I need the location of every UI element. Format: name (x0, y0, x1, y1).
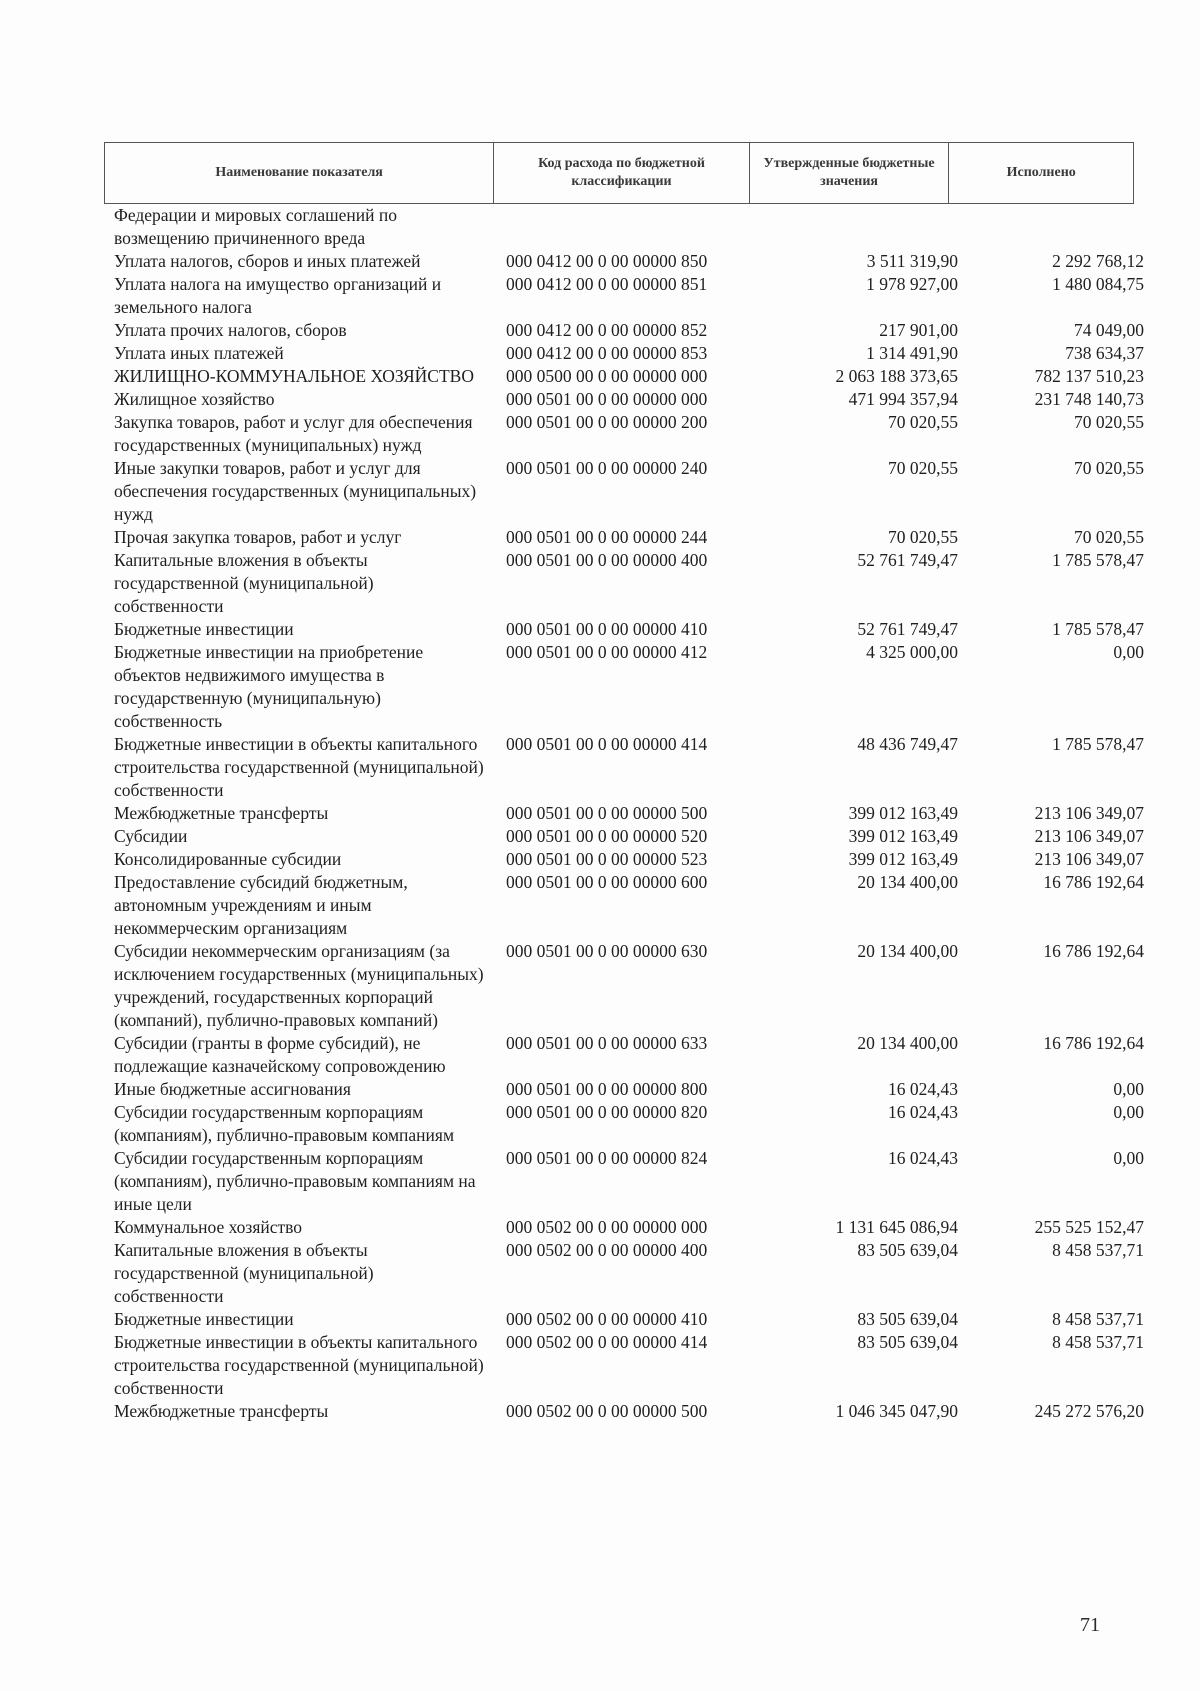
row-name: Закупка товаров, работ и услуг для обеспечения государственных (муниципальных) нужд (114, 412, 473, 455)
row-approved-value: 4 325 000,00 (866, 642, 958, 662)
row-executed-value: 16 786 192,64 (1043, 872, 1144, 892)
table-row (114, 250, 1144, 273)
table-row (114, 825, 1144, 848)
row-approved-value: 83 505 639,04 (857, 1240, 958, 1260)
row-name: Иные бюджетные ассигнования (114, 1079, 351, 1099)
table-row (114, 1216, 1144, 1239)
row-name: Межбюджетные трансферты (114, 803, 329, 823)
row-executed-value: 8 458 537,71 (1052, 1309, 1144, 1329)
table-body (114, 204, 1144, 1423)
row-code: 000 0501 00 0 00 00000 500 (506, 803, 708, 823)
header-approved-column: Утвержденные бюджетные значения (750, 143, 950, 203)
table-row (114, 204, 1144, 250)
row-code: 000 0501 00 0 00 00000 240 (506, 458, 708, 478)
row-executed-value: 213 106 349,07 (1034, 803, 1144, 823)
row-approved-value: 1 046 345 047,90 (835, 1401, 958, 1421)
row-name: Бюджетные инвестиции (114, 619, 294, 639)
row-code: 000 0502 00 0 00 00000 500 (506, 1401, 708, 1421)
row-name: Бюджетные инвестиции (114, 1309, 294, 1329)
table-row (114, 1032, 1144, 1078)
row-code: 000 0502 00 0 00 00000 400 (506, 1240, 708, 1260)
row-name: Субсидии (гранты в форме субсидий), не подлежащие казначейскому сопровождению (114, 1033, 446, 1076)
row-approved-value: 16 024,43 (888, 1102, 958, 1122)
row-name: Уплата налогов, сборов и иных платежей (114, 251, 421, 271)
row-name: Прочая закупка товаров, работ и услуг (114, 527, 402, 547)
row-approved-value: 399 012 163,49 (848, 826, 958, 846)
row-executed-value: 245 272 576,20 (1034, 1401, 1144, 1421)
table-row (114, 526, 1144, 549)
row-code: 000 0501 00 0 00 00000 244 (506, 527, 708, 547)
row-executed-value: 1 785 578,47 (1052, 619, 1144, 639)
row-name: ЖИЛИЩНО-КОММУНАЛЬНОЕ ХОЗЯЙСТВО (114, 366, 474, 386)
row-code: 000 0502 00 0 00 00000 414 (506, 1332, 708, 1352)
row-approved-value: 70 020,55 (888, 458, 958, 478)
row-code: 000 0502 00 0 00 00000 000 (506, 1217, 708, 1237)
table-row (114, 733, 1144, 802)
row-code: 000 0501 00 0 00 00000 410 (506, 619, 708, 639)
table-row (114, 388, 1144, 411)
header-executed-column: Исполнено (1006, 165, 1076, 180)
row-name: Субсидии государственным корпорациям (компаниям), публично-правовым компаниям (114, 1102, 455, 1145)
row-name: Бюджетные инвестиции в объекты капитального строительства государственной (муниципальной) собственности (114, 1332, 484, 1398)
table-row (114, 342, 1144, 365)
row-name: Уплата иных платежей (114, 343, 284, 363)
row-code: 000 0500 00 0 00 00000 000 (506, 366, 708, 386)
row-name: Уплата прочих налогов, сборов (114, 320, 347, 340)
row-approved-value: 20 134 400,00 (857, 872, 958, 892)
table-row (114, 1239, 1144, 1308)
table-row (114, 1078, 1144, 1101)
row-code: 000 0502 00 0 00 00000 410 (506, 1309, 708, 1329)
row-code: 000 0412 00 0 00 00000 852 (506, 320, 708, 340)
row-code: 000 0501 00 0 00 00000 800 (506, 1079, 708, 1099)
table-row (114, 1147, 1144, 1216)
row-code: 000 0501 00 0 00 00000 523 (506, 849, 708, 869)
row-executed-value: 70 020,55 (1074, 412, 1144, 432)
header-name-column: Наименование показателя (105, 143, 494, 203)
row-executed-value: 70 020,55 (1074, 527, 1144, 547)
table-header (104, 142, 1134, 204)
row-approved-value: 399 012 163,49 (848, 803, 958, 823)
row-approved-value: 70 020,55 (888, 412, 958, 432)
row-executed-value: 2 292 768,12 (1052, 251, 1144, 271)
row-approved-value: 471 994 357,94 (848, 389, 958, 409)
table-row (114, 1308, 1144, 1331)
row-approved-value: 217 901,00 (879, 320, 958, 340)
row-code: 000 0412 00 0 00 00000 853 (506, 343, 708, 363)
row-approved-value: 83 505 639,04 (857, 1332, 958, 1352)
row-executed-value: 8 458 537,71 (1052, 1240, 1144, 1260)
row-name: Федерации и мировых соглашений по возмещению причиненного вреда (114, 205, 397, 248)
row-approved-value: 52 761 749,47 (857, 619, 958, 639)
row-executed-value: 0,00 (1113, 1148, 1144, 1168)
table-row (114, 1331, 1144, 1400)
table-row (114, 1101, 1144, 1147)
row-code: 000 0501 00 0 00 00000 633 (506, 1033, 708, 1053)
row-approved-value: 399 012 163,49 (848, 849, 958, 869)
row-approved-value: 83 505 639,04 (857, 1309, 958, 1329)
row-code: 000 0412 00 0 00 00000 850 (506, 251, 708, 271)
row-name: Уплата налога на имущество организаций и земельного налога (114, 274, 442, 317)
header-code-column: Код расхода по бюджетной классификации (494, 143, 750, 203)
row-approved-value: 52 761 749,47 (857, 550, 958, 570)
row-approved-value: 16 024,43 (888, 1079, 958, 1099)
row-name: Субсидии (114, 826, 188, 846)
row-name: Жилищное хозяйство (114, 389, 275, 409)
row-executed-value: 16 786 192,64 (1043, 1033, 1144, 1053)
row-name: Субсидии государственным корпорациям (компаниям), публично-правовым компаниям на иные цели (114, 1148, 476, 1214)
table-row (114, 411, 1144, 457)
row-approved-value: 20 134 400,00 (857, 941, 958, 961)
row-code: 000 0501 00 0 00 00000 600 (506, 872, 708, 892)
row-code: 000 0501 00 0 00 00000 824 (506, 1148, 708, 1168)
row-approved-value: 1 131 645 086,94 (835, 1217, 958, 1237)
table-row (114, 848, 1144, 871)
row-approved-value: 3 511 319,90 (866, 251, 958, 271)
row-name: Иные закупки товаров, работ и услуг для обеспечения государственных (муниципальных) нужд (114, 458, 477, 524)
table-row (114, 319, 1144, 342)
table-row (114, 871, 1144, 940)
row-executed-value: 0,00 (1113, 1102, 1144, 1122)
page-number: 71 (1080, 1614, 1100, 1636)
row-approved-value: 20 134 400,00 (857, 1033, 958, 1053)
row-name: Субсидии некоммерческим организациям (за исключением государственных (муниципальных) учреждений, государственных корпораций (компаний), публично-правовых компаний) (114, 941, 484, 1030)
row-code: 000 0501 00 0 00 00000 820 (506, 1102, 708, 1122)
row-name: Капитальные вложения в объекты государственной (муниципальной) собственности (114, 1240, 374, 1306)
row-name: Коммунальное хозяйство (114, 1217, 303, 1237)
row-code: 000 0501 00 0 00 00000 630 (506, 941, 708, 961)
row-executed-value: 0,00 (1113, 642, 1144, 662)
row-executed-value: 213 106 349,07 (1034, 826, 1144, 846)
row-approved-value: 2 063 188 373,65 (835, 366, 958, 386)
table-row (114, 549, 1144, 618)
row-code: 000 0501 00 0 00 00000 414 (506, 734, 708, 754)
row-code: 000 0501 00 0 00 00000 000 (506, 389, 708, 409)
row-code: 000 0412 00 0 00 00000 851 (506, 274, 708, 294)
row-approved-value: 70 020,55 (888, 527, 958, 547)
row-approved-value: 1 314 491,90 (866, 343, 958, 363)
row-executed-value: 70 020,55 (1074, 458, 1144, 478)
row-name: Межбюджетные трансферты (114, 1401, 329, 1421)
row-name: Капитальные вложения в объекты государственной (муниципальной) собственности (114, 550, 374, 616)
row-code: 000 0501 00 0 00 00000 520 (506, 826, 708, 846)
row-executed-value: 738 634,37 (1065, 343, 1144, 363)
table-row (114, 618, 1144, 641)
row-approved-value: 16 024,43 (888, 1148, 958, 1168)
row-name: Консолидированные субсидии (114, 849, 342, 869)
row-approved-value: 1 978 927,00 (866, 274, 958, 294)
row-name: Бюджетные инвестиции в объекты капитального строительства государственной (муниципальной) собственности (114, 734, 484, 800)
row-executed-value: 231 748 140,73 (1034, 389, 1144, 409)
table-row (114, 802, 1144, 825)
row-executed-value: 8 458 537,71 (1052, 1332, 1144, 1352)
row-executed-value: 0,00 (1113, 1079, 1144, 1099)
table-row (114, 940, 1144, 1032)
row-name: Предоставление субсидий бюджетным, автономным учреждениям и иным некоммерческим организациям (114, 872, 408, 938)
row-executed-value: 1 785 578,47 (1052, 734, 1144, 754)
table-row (114, 273, 1144, 319)
row-approved-value: 48 436 749,47 (857, 734, 958, 754)
row-executed-value: 1 785 578,47 (1052, 550, 1144, 570)
row-executed-value: 782 137 510,23 (1034, 366, 1144, 386)
row-executed-value: 255 525 152,47 (1034, 1217, 1144, 1237)
table-row (114, 641, 1144, 733)
row-executed-value: 1 480 084,75 (1052, 274, 1144, 294)
row-code: 000 0501 00 0 00 00000 200 (506, 412, 708, 432)
row-executed-value: 213 106 349,07 (1034, 849, 1144, 869)
row-name: Бюджетные инвестиции на приобретение объектов недвижимого имущества в государственную (муниципальную) собственность (114, 642, 424, 731)
row-executed-value: 74 049,00 (1074, 320, 1144, 340)
row-executed-value: 16 786 192,64 (1043, 941, 1144, 961)
row-code: 000 0501 00 0 00 00000 412 (506, 642, 708, 662)
table-row (114, 365, 1144, 388)
table-row (114, 1400, 1144, 1423)
table-row (114, 457, 1144, 526)
row-code: 000 0501 00 0 00 00000 400 (506, 550, 708, 570)
